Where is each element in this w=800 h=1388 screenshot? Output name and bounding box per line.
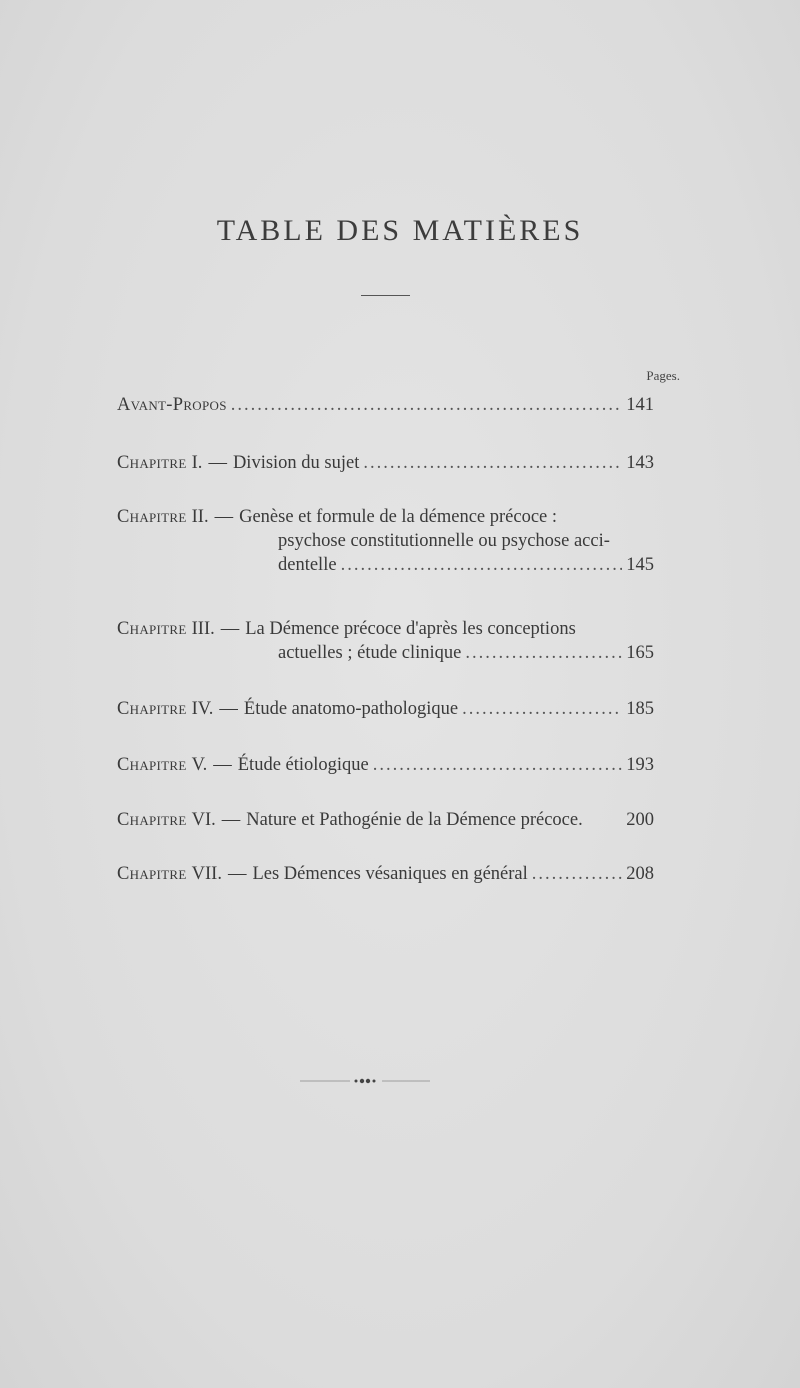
dash-separator: — <box>220 619 240 639</box>
page-number: 208 <box>626 864 654 884</box>
chapter-number: I. <box>191 453 203 473</box>
dash-separator: — <box>219 699 238 719</box>
chapter-number: VI. <box>191 810 216 830</box>
dash-separator: — <box>208 453 227 473</box>
dash-separator: — <box>214 507 234 527</box>
dot-leader <box>465 641 622 665</box>
chapter-number: II. <box>191 507 209 527</box>
chapter-title: Étude étiologique <box>237 755 369 775</box>
chapter-title: Les Démences vésaniques en général <box>252 864 528 884</box>
toc-entry-chapter-4 <box>117 697 654 721</box>
toc-entry-chapter-5 <box>117 753 654 777</box>
toc-entry-chapter-2 <box>117 505 654 577</box>
entry-label: Chapitre <box>117 453 187 473</box>
dash-separator: — <box>213 755 232 775</box>
chapter-title-line: actuelles ; étude clinique <box>278 643 462 663</box>
page-number: 145 <box>626 555 654 575</box>
chapter-title-line: Genèse et formule de la démence précoce : <box>239 507 558 527</box>
toc-entry-chapter-3 <box>117 617 654 665</box>
chapter-title-line: psychose constitutionnelle ou psychose acci- <box>278 531 610 551</box>
entry-label: Chapitre <box>117 810 187 830</box>
page-number: 143 <box>626 453 654 473</box>
chapter-title: Étude anatomo-pathologique <box>243 699 459 719</box>
chapter-number: III. <box>191 619 215 639</box>
page-title: TABLE DES MATIÈRES <box>216 214 584 247</box>
dot-leader <box>363 451 622 475</box>
page-number: 185 <box>626 699 654 719</box>
pages-column-header: Pages. <box>646 368 680 383</box>
dot-leader <box>231 393 623 417</box>
entry-label: Chapitre <box>117 755 187 775</box>
chapter-title-line: dentelle <box>278 555 337 575</box>
chapter-number: VII. <box>191 864 222 884</box>
toc-entry-avant-propos <box>117 393 654 417</box>
dot-leader <box>373 753 622 777</box>
page-number: 141 <box>626 395 654 415</box>
page-number: 165 <box>626 643 654 663</box>
page-number: 200 <box>626 810 654 830</box>
toc-entry-chapter-1 <box>117 451 654 475</box>
entry-label: Chapitre <box>117 619 187 639</box>
chapter-title-line: La Démence précoce d'après les conceptions <box>245 619 576 639</box>
dash-separator: — <box>227 864 247 884</box>
entry-label: Avant-Propos <box>117 395 227 415</box>
dash-separator: — <box>221 810 241 830</box>
chapter-title: Nature et Pathogénie de la Démence précoce. <box>246 810 583 830</box>
page-number: 193 <box>626 755 654 775</box>
chapter-number: V. <box>191 755 208 775</box>
toc-entry-chapter-7 <box>117 862 654 886</box>
dot-leader <box>532 862 622 886</box>
title-divider <box>361 295 410 296</box>
chapter-number: IV. <box>191 699 214 719</box>
entry-label: Chapitre <box>117 864 187 884</box>
end-ornament-icon <box>300 1076 430 1086</box>
dot-leader <box>341 553 623 577</box>
chapter-title: Division du sujet <box>232 453 360 473</box>
entry-label: Chapitre <box>117 507 187 527</box>
toc-entry-chapter-6 <box>117 808 654 832</box>
dot-leader <box>462 697 622 721</box>
entry-label: Chapitre <box>117 699 187 719</box>
